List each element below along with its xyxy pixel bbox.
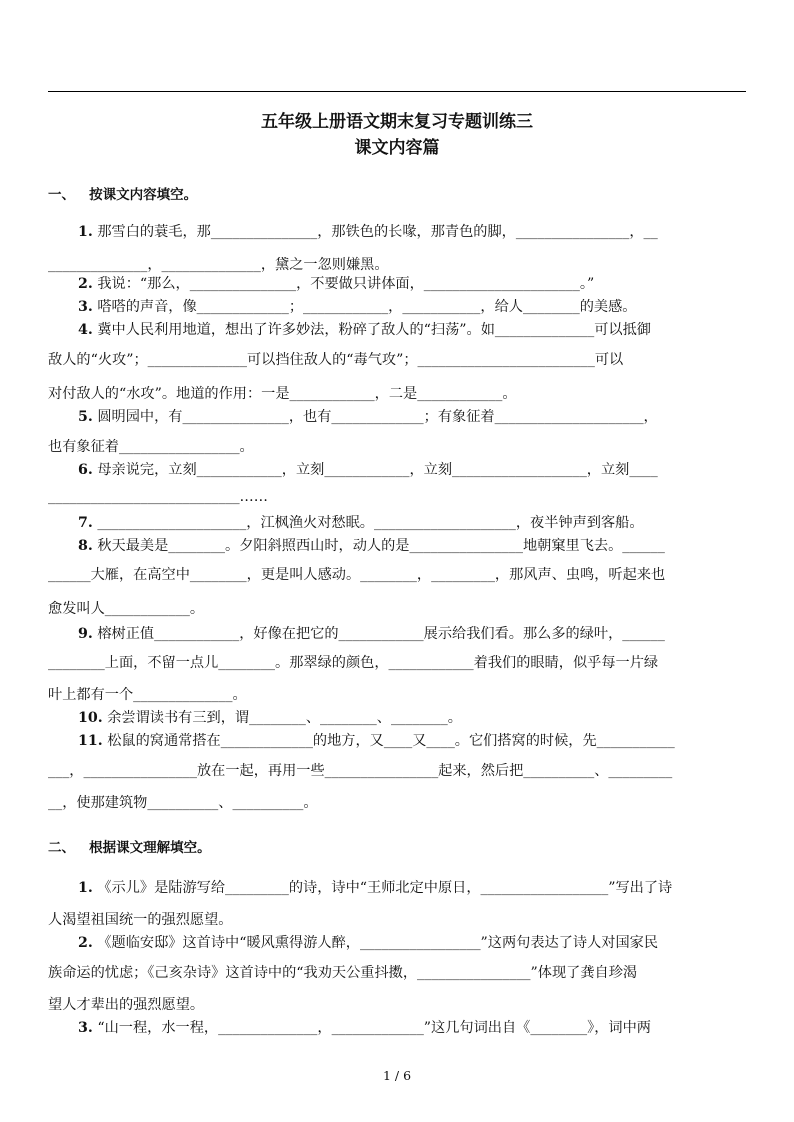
question-text: _____________________，江枫渔火对愁眠。____________________，夜半钟声到客船。 (97, 515, 644, 531)
question-text: ______________，______________，黛之一忽则嫌黑。 (48, 257, 389, 273)
question-text: 我说：“那么，_______________，不要做只讲体面，______________________。” (97, 276, 595, 292)
question-text: 《示儿》是陆游写给_________的诗，诗中“王师北定中原日，__________________”写出了诗 (97, 880, 673, 896)
question-text: 榕树正值____________，好像在把它的____________展示给我们看。那么多的绿叶，______ (97, 626, 665, 642)
question-number: 4. (78, 322, 93, 338)
question-number: 2. (78, 935, 93, 951)
question-text: 秋天最美是________。夕阳斜照西山时，动人的是________________地朝窠里飞去。______ (97, 538, 665, 554)
question-text: 也有象征着_________________。 (48, 439, 254, 455)
question-line (78, 298, 636, 316)
question-number: 2. (78, 276, 93, 292)
question-number: 3. (78, 299, 93, 315)
question-text: __，使那建筑物__________、__________。 (48, 795, 318, 811)
question-text: 叶上都有一个______________。 (48, 687, 247, 703)
question-text: 余尝谓读书有三到，谓________、________、________。 (107, 710, 462, 726)
section-label: 二、 (48, 840, 75, 856)
question-text: 族命运的忧虑；《己亥杂诗》这首诗中的“我劝天公重抖擞，________________”体现了龚自珍渴 (48, 965, 638, 981)
question-number: 1. (78, 880, 93, 896)
question-text: 望人才辈出的强烈愿望。 (48, 997, 205, 1013)
question-number: 11. (78, 733, 103, 749)
question-line (78, 275, 594, 293)
document-subtitle: 课文内容篇 (354, 138, 440, 158)
question-text: ________上面，不留一点儿________。那翠绿的颜色，____________着我们的眼睛，似乎每一片绿 (48, 655, 659, 671)
page-number: 1 / 6 (382, 1068, 412, 1083)
question-line (48, 762, 672, 780)
question-line (78, 732, 675, 750)
question-number: 7. (78, 515, 93, 531)
question-line (48, 488, 268, 506)
question-line (48, 351, 623, 369)
question-line (48, 438, 254, 456)
question-line (48, 794, 318, 812)
question-line (48, 911, 232, 929)
question-text: 《题临安邸》这首诗中“暖风熏得游人醉，_________________”这两句表达了诗人对国家民 (97, 935, 659, 951)
section-2-heading (48, 836, 211, 856)
question-number: 3. (78, 1020, 93, 1036)
question-text: “山一程，水一程，______________，_____________”这几句词出自《________》，词中两 (97, 1020, 651, 1036)
question-line (78, 934, 658, 952)
question-line (78, 1019, 651, 1037)
question-line (78, 537, 665, 555)
question-line (78, 461, 658, 479)
section-heading-text: 按课文内容填空。 (89, 187, 198, 203)
question-text: 那雪白的蓑毛，那_______________，那铁色的长喙，那青色的脚，________________，__ (97, 224, 658, 240)
question-text: ______大雁，在高空中________，更是叫人感动。________，_________，那风声、虫鸣，听起来也 (48, 567, 666, 583)
question-line (48, 256, 389, 274)
section-label: 一、 (48, 187, 75, 203)
question-text: ___，________________放在一起，再用一些________________起来，然后把__________、_________ (48, 763, 673, 779)
question-number: 6. (78, 462, 93, 478)
section-1-heading (48, 183, 197, 203)
question-number: 10. (78, 710, 103, 726)
question-text: 敌人的“火攻”；______________可以挡住敌人的“毒气攻”；_________________________可以 (48, 352, 624, 368)
question-line (78, 408, 658, 426)
question-text: 冀中人民利用地道，想出了许多妙法，粉碎了敌人的“扫荡”。如______________可以抵御 (97, 322, 651, 338)
header-rule (48, 91, 746, 92)
question-line (78, 625, 665, 643)
question-line (78, 223, 658, 241)
question-text: 愈发叫人____________。 (48, 601, 205, 617)
question-number: 1. (78, 224, 93, 240)
document-title: 五年级上册语文期末复习专题训练三 (261, 112, 533, 132)
question-text: 对付敌人的“水攻”。地道的作用：一是____________，二是____________。 (48, 386, 517, 402)
question-line (48, 385, 517, 403)
question-line (48, 566, 665, 584)
question-text: 人渴望祖国统一的强烈愿望。 (48, 912, 233, 928)
question-line (48, 654, 658, 672)
question-text: 母亲说完，立刻____________，立刻____________，立刻___________________，立刻____ (97, 462, 658, 478)
question-number: 8. (78, 538, 93, 554)
question-line (78, 879, 672, 897)
question-line (48, 686, 247, 704)
question-line (48, 996, 204, 1014)
question-line (78, 709, 462, 727)
question-number: 9. (78, 626, 93, 642)
question-text: ___________________________…… (48, 489, 268, 505)
question-line (78, 514, 644, 532)
section-heading-text: 根据课文理解填空。 (89, 840, 211, 856)
question-number: 5. (78, 409, 93, 425)
question-text: 嗒嗒的声音，像_____________；____________，___________，给人________的美感。 (97, 299, 637, 315)
question-line (48, 600, 204, 618)
question-line (78, 321, 651, 339)
question-text: 松鼠的窝通常搭在_____________的地方，又____又____。它们搭窝的时候，先___________ (107, 733, 675, 749)
question-line (48, 964, 637, 982)
question-text: 圆明园中，有_______________，也有_____________；有象征着_____________________， (97, 409, 658, 425)
